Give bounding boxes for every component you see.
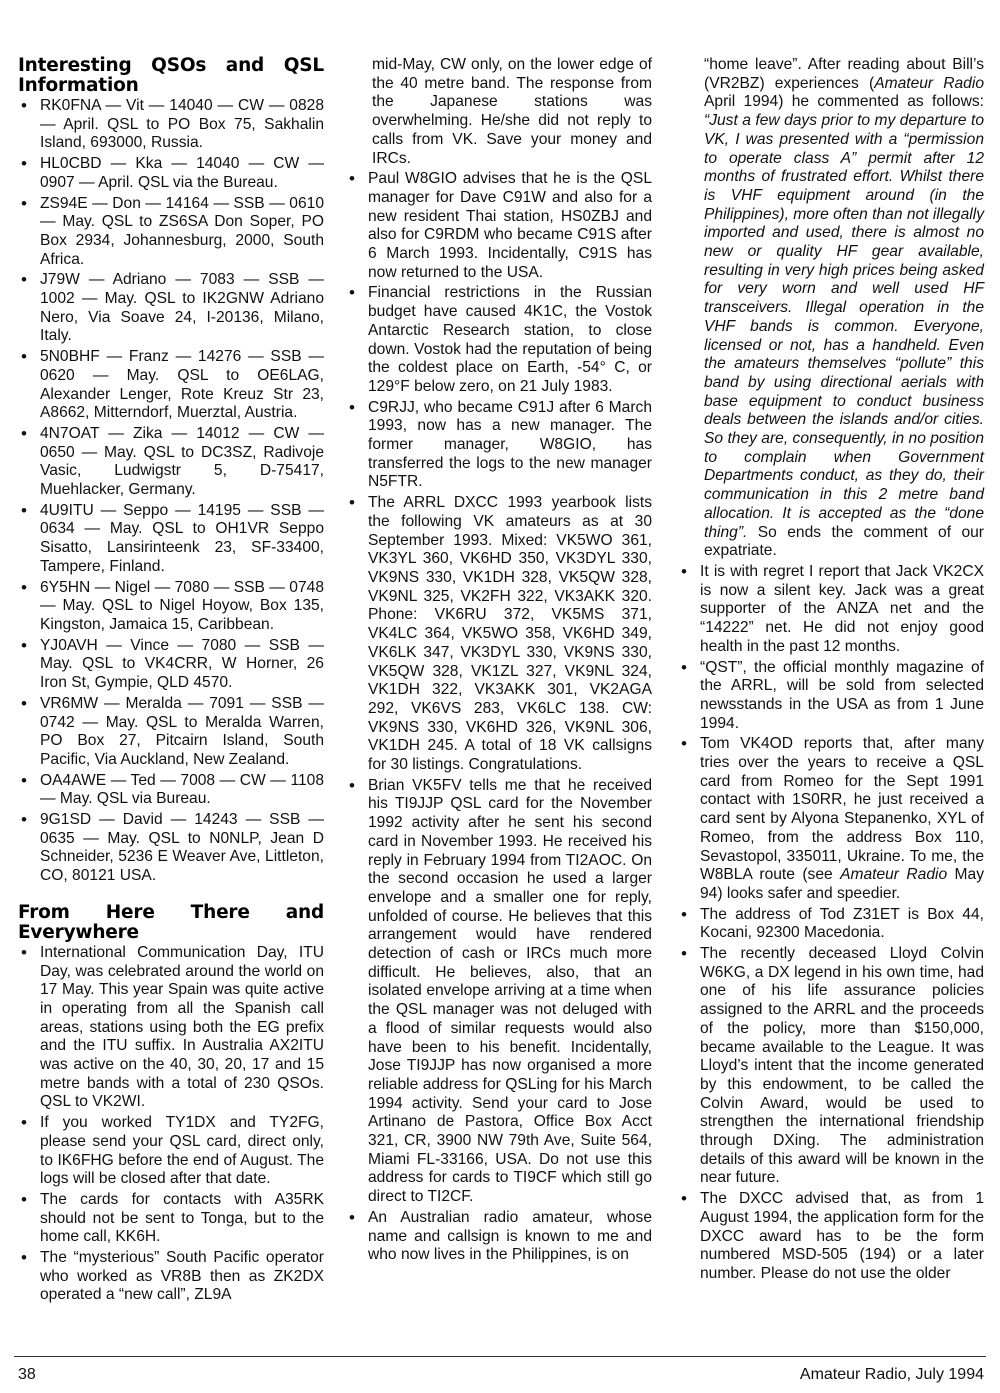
column-1 xyxy=(18,56,324,1307)
column-3-list xyxy=(678,563,984,1284)
list-item: • VR6MW — Meralda — 7091 — SSB — 0742 — May. QSL to Meralda Warren, PO Box 27, Pitcairn Island, South Pacific, Via Auckland, New Zealand. xyxy=(18,695,324,770)
expatriate-quote: “Just a few days prior to my departure to VK, I was presented with a “permission to operate class A” permit after 12 months of frustrated effort. Whilst there is VHF equipment around (in the Philippines), more often than not illegally imported and used, there is almost no new or quality HF gear available, resulting in very high prices being asked for very worn and well used HF transceivers. Illegal operation in the VHF bands is common. Everyone, licensed or not, has a handheld. Even the amateurs themselves “pollute” this band by using directional aerials with base equipment to conduct business deals between the islands and/or cities. So they are, consequently, in no position to complain when Government Departments conduct, as they do, their communication in this 2 metre band allocation. It is accepted as the “done thing”. xyxy=(704,112,984,541)
publication-footer: Amateur Radio, July 1994 xyxy=(799,1366,984,1383)
qso-list xyxy=(18,97,324,886)
list-item: • The ARRL DXCC 1993 yearbook lists the following VK amateurs as at 30 September 1993. Mixed: VK5WO 361, VK3YL 360, VK6HD 350, VK3DYL 330, VK9NS 330, VK1DH 328, VK5QW 328, VK9NL 325, VK2FH 322, VK3AKK 320. Phone: VK6RU 372, VK5MS 371, VK4LC 364, VK5WO 358, VK6HD 349, VK6LK 347, VK3DYL 330, VK9NS 330, VK5QW 328, VK1ZL 327, VK9NL 324, VK1DH 322, VK3AKK 301, VK2AGA 292, VK6VS 283, VK6LC 138. CW: VK9NS 330, VK6HD 326, VK9NL 306, VK1DH 245. A total of 18 VK callsigns for 30 listings. Congratulations. xyxy=(346,494,652,775)
list-item: • 5N0BHF — Franz — 14276 — SSB — 0620 — May. QSL to OE6LAG, Alexander Lenger, Rote Kreuz Str 23, A8662, Mitterndorf, Muerztal, Austria. xyxy=(18,348,324,423)
list-item xyxy=(678,735,984,903)
text-run: May 94) looks safer and speedier. xyxy=(700,866,984,902)
text-run: So ends the comment of our expatriate. xyxy=(704,523,984,560)
list-item: • If you worked TY1DX and TY2FG, please send your QSL card, direct only, to IK6FHG before the end of August. The logs will be closed after that date. xyxy=(18,1114,324,1189)
list-item: • YJ0AVH — Vince — 7080 — SSB — May. QSL to VK4CRR, W Horner, 26 Iron St, Gympie, QLD 4570. xyxy=(18,637,324,693)
list-item: • J79W — Adriano — 7083 — SSB — 1002 — May. QSL to IK2GNW Adriano Nero, Via Soave 24, I-20136, Milano, Italy. xyxy=(18,271,324,346)
list-item: • RK0FNA — Vit — 14040 — CW — 0828 — April. QSL to PO Box 75, Sakhalin Island, 693000, Russia. xyxy=(18,97,324,153)
list-item: • International Communication Day, ITU Day, was celebrated around the world on 17 May. This year Spain was quite active in operating from all the Spanish call areas, stations using both the EG prefix and the ITU suffix. In Australia AX2ITU was active on the 40, 30, 20, 17 and 15 metre bands with a total of 230 QSOs. QSL to VK2WI. xyxy=(18,944,324,1112)
section-heading-everywhere: From Here There and Everywhere xyxy=(18,901,324,943)
list-item: • The address of Tod Z31ET is Box 44, Kocani, 92300 Macedonia. xyxy=(678,906,984,943)
column-2 xyxy=(346,56,652,1267)
list-item: • OA4AWE — Ted — 7008 — CW — 1108 — May. QSL via Bureau. xyxy=(18,772,324,809)
list-item: • The cards for contacts with A35RK should not be sent to Tonga, but to the home call, KK6H. xyxy=(18,1191,324,1247)
text-run: Tom VK4OD reports that, after many tries over the years to receive a QSL card from Romeo for the Sept 1991 contact with 1S0RR, he just received a card sent by Alyona Stepanenko, XYL of Romeo, from the address Box 110, Sevastopol, 335011, Ukraine. To me, the W8BLA route (see xyxy=(700,735,984,884)
section-heading-qso: Interesting QSOs and QSL Information xyxy=(18,55,324,96)
continued-paragraph: mid-May, CW only, on the lower edge of the 40 metre band. The response from the Japanese stations was overwhelming. He/she did not reply to calls from VK. Save your money and IRCs. xyxy=(372,56,652,167)
text-run: “home leave”. After reading about Bill’s (VR2BZ) experiences ( xyxy=(704,56,984,92)
list-item: • ZS94E — Don — 14164 — SSB — 0610 — May. QSL to ZS6SA Don Soper, PO Box 2934, Johannesburg, 2000, South Africa. xyxy=(18,195,324,270)
page-number: 38 xyxy=(18,1366,36,1383)
list-item: • The DXCC advised that, as from 1 August 1994, the application form for the DXCC award has to be the form numbered MSD-505 (194) or a later number. Please do not use the older xyxy=(678,1190,984,1284)
list-item: • “QST”, the official monthly magazine of the ARRL, will be sold from selected newsstands in the USA as from 1 June 1994. xyxy=(678,659,984,734)
magazine-title: Amateur Radio xyxy=(840,866,948,884)
list-item: • 4N7OAT — Zika — 14012 — CW — 0650 — May. QSL to DC3SZ, Radivoje Vasic, Ludwigstr 5, D-75417, Muehlacker, Germany. xyxy=(18,425,324,500)
list-item: • The recently deceased Lloyd Colvin W6KG, a DX legend in his own time, had one of his life assurance policies assigned to the ARRL and the proceeds of the policy, more than $150,000, became available to the League. It was Lloyd’s intent that the income generated by this endowment, to be called the Colvin Award, would be used to strengthen the international friendship through DXing. The administration details of this award will be known in the near future. xyxy=(678,945,984,1188)
column-2-list xyxy=(346,56,652,1265)
list-item: • The “mysterious” South Pacific operator who worked as VR8B then as ZK2DX operated a “new call”, ZL9A xyxy=(18,1249,324,1305)
footer-divider xyxy=(14,1356,986,1357)
text-run: April 1994) he commented as follows: xyxy=(704,93,984,111)
list-item: • 4U9ITU — Seppo — 14195 — SSB — 0634 — May. QSL to OH1VR Seppo Sisatto, Lansirinteenk 23, SF-33400, Tampere, Finland. xyxy=(18,502,324,577)
list-item: • It is with regret I report that Jack VK2CX is now a silent key. Jack was a great supporter of the ANZA net and the “14222” net. He did not enjoy good health in the past 12 months. xyxy=(678,563,984,657)
everywhere-list xyxy=(18,944,324,1305)
list-item: • HL0CBD — Kka — 14040 — CW — 0907 — April. QSL via the Bureau. xyxy=(18,155,324,192)
continued-paragraph xyxy=(678,56,984,561)
list-item: • 6Y5HN — Nigel — 7080 — SSB — 0748 — May. QSL to Nigel Hoyow, Box 135, Kingston, Jamaica 15, Caribbean. xyxy=(18,579,324,635)
magazine-title: Amateur Radio xyxy=(874,74,984,92)
list-item: • Financial restrictions in the Russian budget have caused 4K1C, the Vostok Antarctic Research station, to close down. Vostok had the reputation of being the coldest place on Earth, -54° C, or 129°F below zero, on 21 July 1983. xyxy=(346,284,652,396)
list-item: • Brian VK5FV tells me that he received his TI9JJP QSL card for the November 1992 activity after he sent his second card in November 1993. He received his reply in February 1994 from TI2AOC. On the second occasion he used a larger envelope and a smaller one for reply, unfolded of course. He believes that this arrangement would have rendered detection of cash or IRCs much more difficult. He believes, also, that an isolated envelope arriving at a time when the QSL manager was not deluged with a flood of similar requests would also have been to his benefit. Incidentally, Jose TI9JJP has now organised a more reliable address for QSLing for his March 1994 activity. Send your card to Jose Artinano de Pastora, Office Box Acct 321, CR, 3900 NW 79th Ave, Suite 564, Miami FL-33166, USA. Do not use this address for cards to TI9CF which still go direct to TI2CF. xyxy=(346,777,652,1207)
list-item: • 9G1SD — David — 14243 — SSB — 0635 — May. QSL to N0NLP, Jean D Schneider, 5236 E Weaver Ave, Littleton, CO, 80121 USA. xyxy=(18,811,324,886)
list-item: • Paul W8GIO advises that he is the QSL manager for Dave C91W and also for a new resident Thai station, HS0ZBJ and also for C9RDM who became C91S after 6 March 1993. Incidentally, C91S has now returned to the USA. xyxy=(346,170,652,282)
list-item: • An Australian radio amateur, whose name and callsign is known to me and who now lives in the Philippines, is on xyxy=(346,1209,652,1265)
list-item: • C9RJJ, who became C91J after 6 March 1993, now has a new manager. The former manager, W8GIO, has transferred the logs to the new manager N5FTR. xyxy=(346,399,652,493)
column-3 xyxy=(678,56,984,1286)
